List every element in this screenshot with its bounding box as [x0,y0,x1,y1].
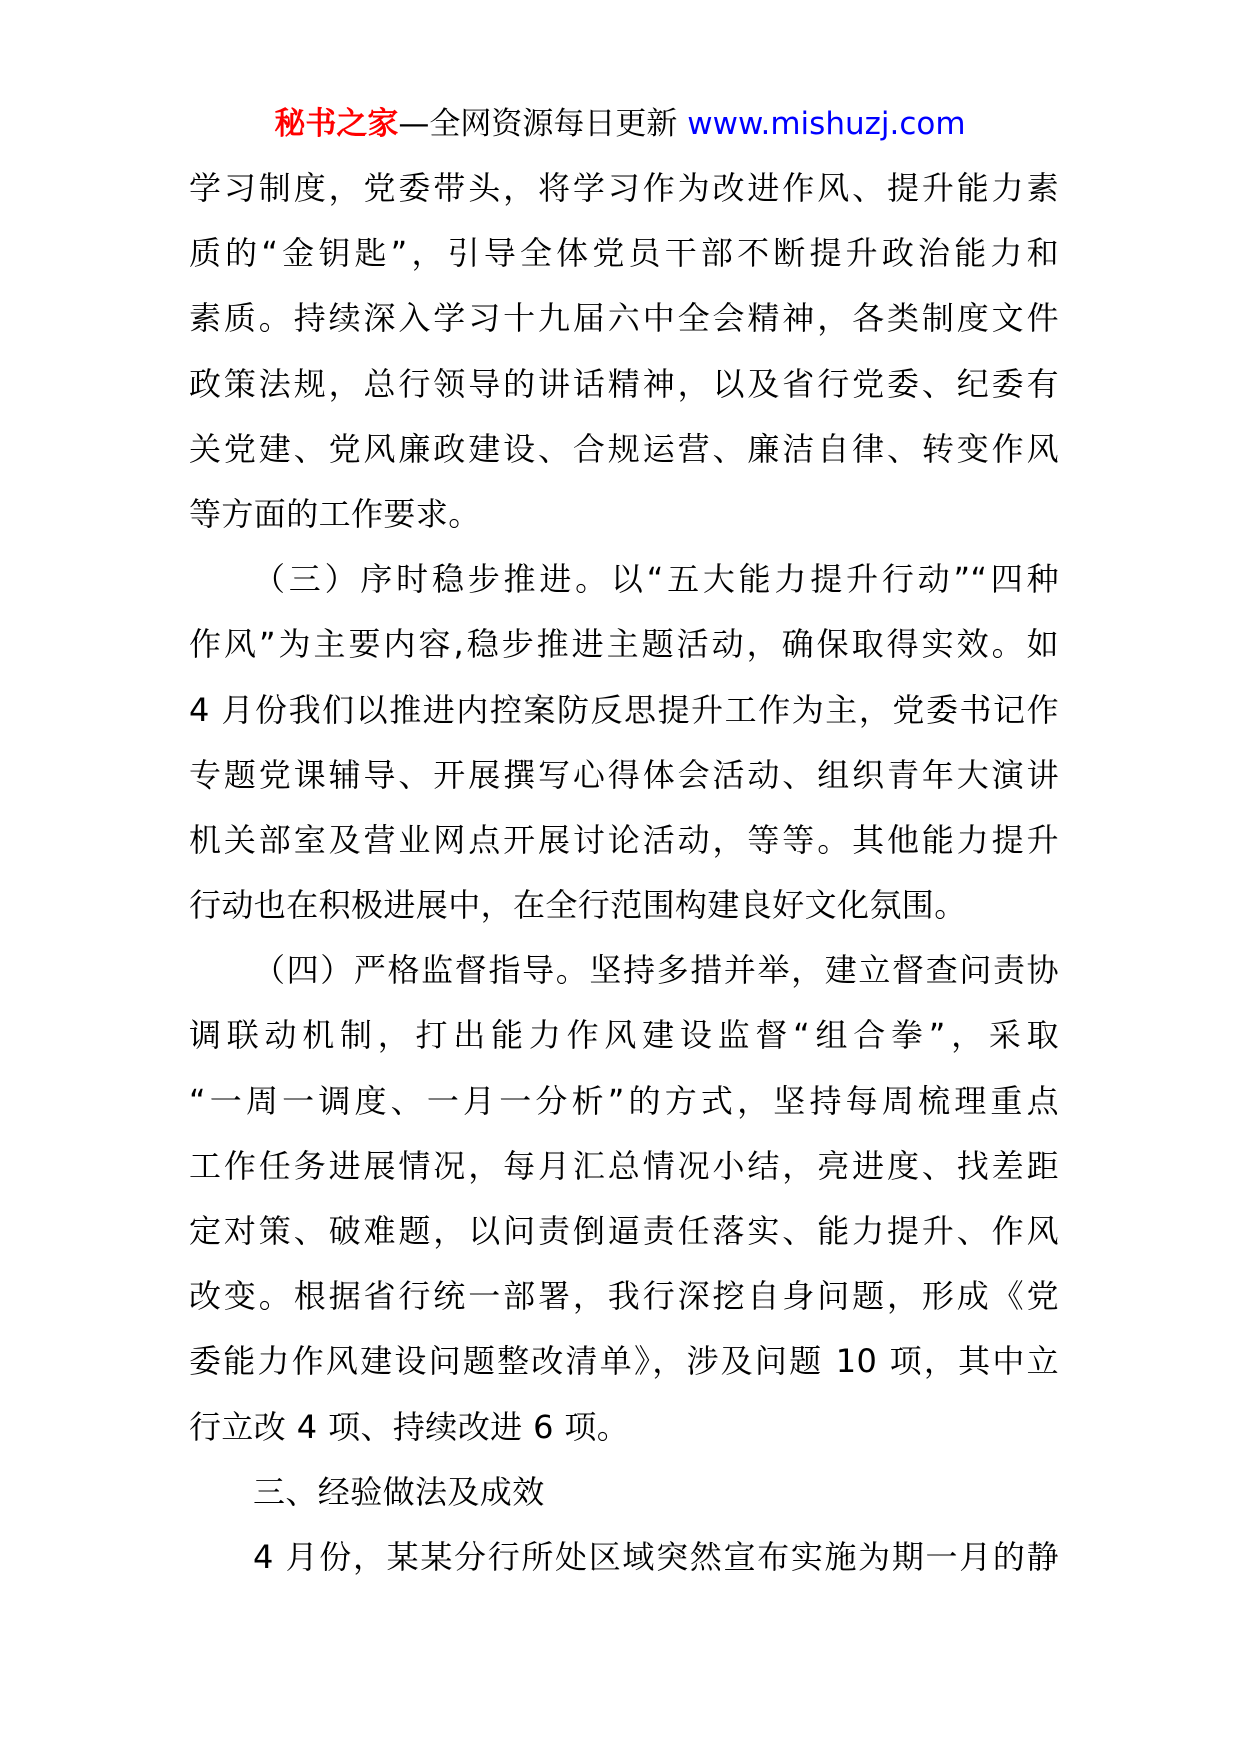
text-line: 学习制度，党委带头，将学习作为改进作风、提升能力素 [189,169,1059,207]
text-line: “一周一调度、一月一分析”的方式，坚持每周梳理重点 [189,1081,1059,1120]
text-line: （三）序时稳步推进。以“五大能力提升行动”“四种 [253,560,1059,599]
text-line: 质的“金钥匙”，引导全体党员干部不断提升政治能力和 [189,234,1059,273]
text-line: 行立改 4 项、持续改进 6 项。 [189,1407,630,1446]
text-line: 4 月份我们以推进内控案防反思提升工作为主，党委书记作 [189,690,1059,729]
text-line: 改变。根据省行统一部署，我行深挖自身问题，形成《党 [189,1277,1059,1316]
text-line: 政策法规，总行领导的讲话精神，以及省行党委、纪委有 [189,364,1059,403]
brand-name: 秘书之家 [274,106,399,142]
text-line: 关党建、党风廉政建设、合规运营、廉洁自律、转变作风 [189,429,1059,468]
text-line: 委能力作风建设问题整改清单》，涉及问题 10 项，其中立 [189,1342,1059,1381]
text-line: 工作任务进展情况，每月汇总情况小结，亮进度、找差距 [189,1146,1059,1185]
text-line: 4 月份，某某分行所处区域突然宣布实施为期一月的静 [253,1537,1059,1576]
text-line: 调联动机制，打出能力作风建设监督“组合拳”，采取 [189,1016,1059,1055]
site-url-link[interactable]: www.mishuzj.com [687,106,966,142]
text-line: 行动也在积极进展中，在全行范围构建良好文化氛围。 [189,886,967,925]
text-line: 作风”为主要内容,稳步推进主题活动，确保取得实效。如 [189,625,1059,664]
text-line: 定对策、破难题，以问责倒逼责任落实、能力提升、作风 [189,1212,1059,1250]
text-line: 素质。持续深入学习十九届六中全会精神，各类制度文件 [189,299,1059,338]
text-line: 等方面的工作要求。 [189,494,481,533]
text-line: 专题党课辅导、开展撰写心得体会活动、组织青年大演讲 [189,755,1059,794]
document-body [189,168,1059,1602]
header-tagline: —全网资源每日更新 [398,106,688,142]
site-header [0,104,1240,144]
section-heading: 三、经验做法及成效 [253,1472,545,1511]
text-line: （四）严格监督指导。坚持多措并举，建立督查问责协 [253,951,1059,990]
text-line: 机关部室及营业网点开展讨论活动，等等。其他能力提升 [189,820,1059,859]
